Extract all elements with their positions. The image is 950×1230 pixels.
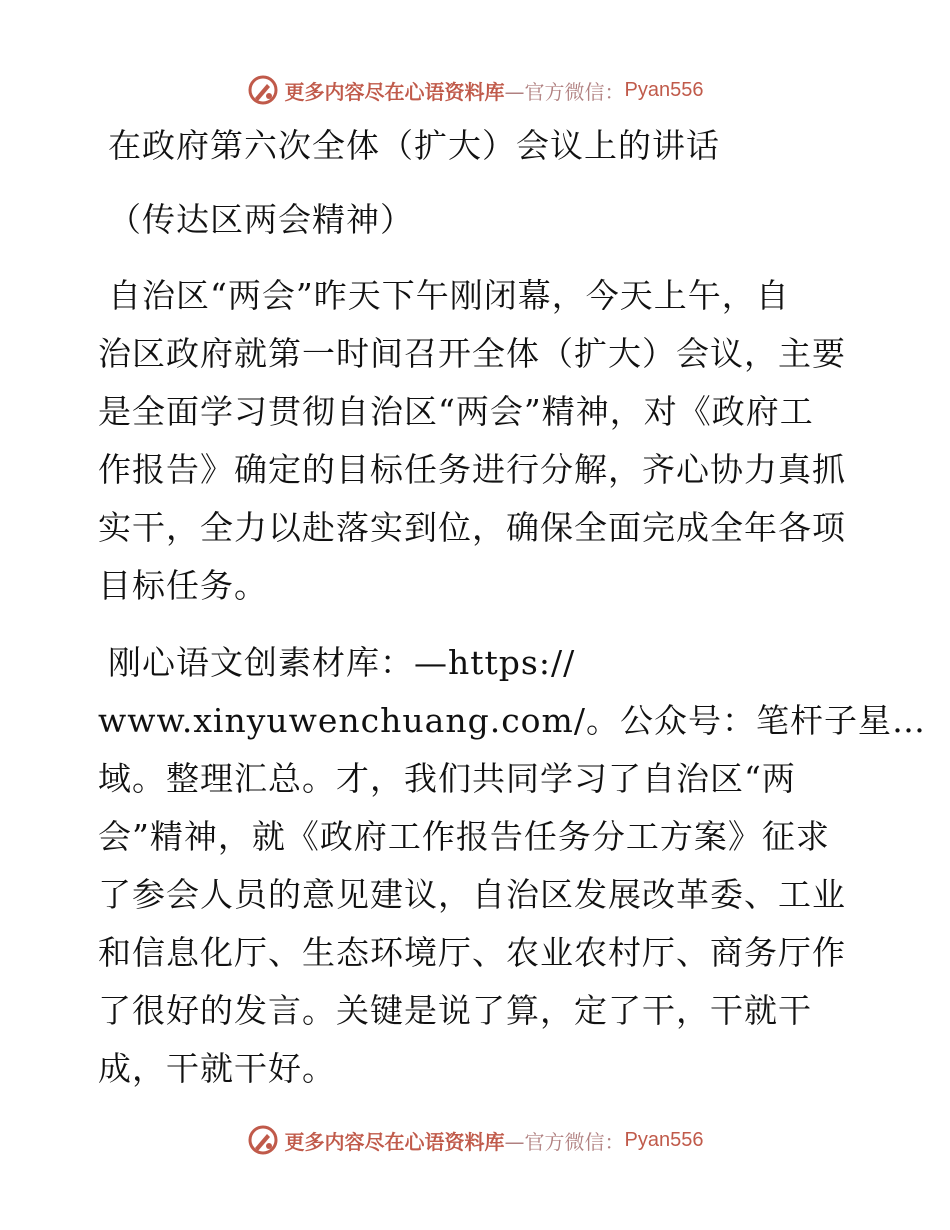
paragraph-2-line: 成，干就干好。 — [98, 1049, 336, 1088]
paragraph-2-line: 域。整理汇总。才，我们共同学习了自治区“两 — [98, 759, 796, 798]
pen-logo-icon — [247, 74, 279, 106]
watermark-separator: —官方微信： — [504, 79, 625, 104]
paragraph-1-line: 是全面学习贯彻自治区“两会”精神，对《政府工 — [98, 392, 814, 431]
paragraph-1-line: 自治区“两会”昨天下午刚闭幕，今天上午，自 — [108, 276, 790, 315]
paragraph-2-line: 刚心语文创素材库：—https:// — [108, 643, 576, 682]
pen-logo-icon — [247, 1124, 279, 1156]
watermark-id: Pyan556 — [624, 78, 704, 101]
watermark-header — [0, 70, 950, 110]
paragraph-2-line: www.xinyuwenchuang.com/。公众号：笔杆子星… — [98, 701, 926, 740]
paragraph-1-line: 作报告》确定的目标任务进行分解，齐心协力真抓 — [98, 450, 846, 489]
paragraph-1-line: 实干，全力以赴落实到位，确保全面完成全年各项 — [98, 508, 846, 547]
paragraph-2-line: 和信息化厅、生态环境厅、农业农村厅、商务厅作 — [98, 933, 846, 972]
watermark-text: 更多内容尽在心语资料库 — [284, 79, 505, 104]
paragraph-2-line: 会”精神，就《政府工作报告任务分工方案》征求 — [98, 817, 830, 856]
watermark-footer — [0, 1120, 950, 1160]
paragraph-2-line: 了很好的发言。关键是说了算，定了干，干就干 — [98, 991, 812, 1030]
paragraph-1-line: 治区政府就第一时间召开全体（扩大）会议，主要 — [98, 334, 846, 373]
watermark-separator: —官方微信： — [504, 1129, 625, 1154]
watermark-text: 更多内容尽在心语资料库 — [284, 1129, 505, 1154]
document-title: 在政府第六次全体（扩大）会议上的讲话 — [108, 126, 720, 165]
paragraph-2-line: 了参会人员的意见建议，自治区发展改革委、工业 — [98, 875, 846, 914]
paragraph-1-line: 目标任务。 — [98, 566, 268, 605]
watermark-id: Pyan556 — [624, 1128, 704, 1151]
document-subtitle: （传达区两会精神） — [108, 200, 414, 239]
